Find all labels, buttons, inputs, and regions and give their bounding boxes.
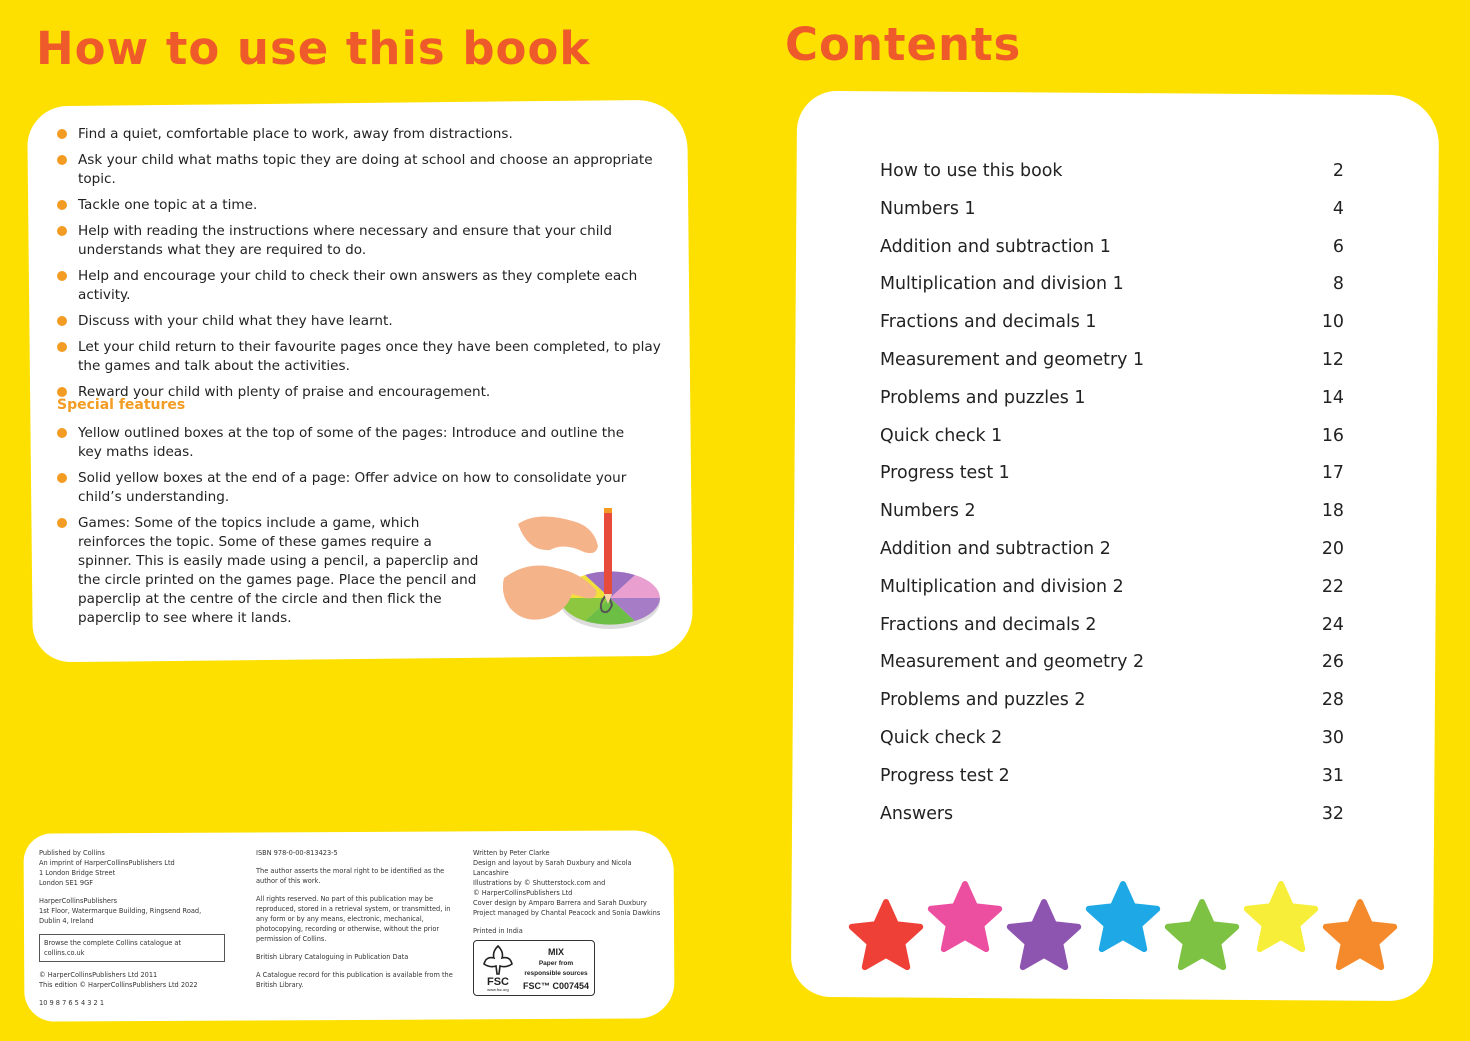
catalogue-record-text: A Catalogue record for this publication is available from the British Library. bbox=[256, 971, 453, 989]
list-item bbox=[30, 338, 670, 376]
imprint-credits-column bbox=[473, 848, 668, 944]
contents-entry-title: Addition and subtraction 1 bbox=[880, 236, 1111, 257]
moral-right-text: The author asserts the moral right to be identified as the author of this work. bbox=[256, 867, 445, 885]
contents-entry-title: Problems and puzzles 1 bbox=[880, 387, 1086, 408]
contents-entry bbox=[880, 161, 1344, 199]
printed-in: Printed in India bbox=[473, 927, 523, 935]
contents-entry bbox=[880, 577, 1344, 615]
imprint-line: An imprint of HarperCollinsPublishers Ltd bbox=[39, 859, 175, 867]
contents-entry-page: 6 bbox=[1332, 236, 1344, 257]
star-icon bbox=[1010, 902, 1078, 967]
contents-entry-title: Measurement and geometry 2 bbox=[880, 652, 1145, 673]
imprint-line: London SE1 9GF bbox=[39, 879, 94, 887]
special-features-heading: Special features bbox=[57, 397, 186, 413]
list-item-text: Reward your child with plenty of praise and encouragement. bbox=[78, 384, 491, 400]
imprint-rights-column bbox=[256, 848, 461, 998]
list-item-text: Help with reading the instructions where necessary and ensure that your child understands what they are required to do. bbox=[78, 223, 612, 258]
contents-entry bbox=[880, 766, 1344, 804]
bullet-dot-icon bbox=[57, 316, 67, 326]
isbn: ISBN 978-0-00-813423-5 bbox=[256, 849, 338, 857]
contents-entry bbox=[880, 388, 1344, 426]
cataloguing-text: British Library Cataloguing in Publication Data bbox=[256, 953, 409, 961]
bullet-dot-icon bbox=[57, 129, 67, 139]
rights-text: All rights reserved. No part of this publication may be reproduced, stored in a retrieval system, or transmitted, in any form or by any means, electronic, mechanical, photocopying, recording or otherwise, without the prior permission of Collins. bbox=[256, 895, 451, 943]
bullet-dot-icon bbox=[57, 155, 67, 165]
imprint-line: 10 9 8 7 6 5 4 3 2 1 bbox=[39, 999, 105, 1007]
star-icon bbox=[1326, 902, 1394, 967]
imprint-publisher bbox=[39, 848, 239, 888]
list-item-text: Yellow outlined boxes at the top of some of the pages: Introduce and outline the key maths ideas. bbox=[78, 425, 625, 460]
star-icon bbox=[1089, 884, 1157, 949]
star-icon bbox=[1247, 884, 1315, 949]
contents-entry-page: 10 bbox=[1321, 312, 1344, 333]
contents-entry-page: 8 bbox=[1332, 274, 1344, 295]
list-item bbox=[30, 196, 670, 215]
bullet-dot-icon bbox=[57, 387, 67, 397]
contents-entry bbox=[880, 199, 1344, 237]
contents-entry bbox=[880, 501, 1344, 539]
imprint-line: Written by Peter Clarke bbox=[473, 849, 550, 857]
contents-entry bbox=[880, 804, 1344, 842]
contents-entry bbox=[880, 463, 1344, 501]
contents-entry bbox=[880, 426, 1344, 464]
imprint-printline bbox=[39, 998, 239, 1008]
fsc-responsible: responsible sources bbox=[524, 970, 588, 977]
list-item-text: Ask your child what maths topic they are doing at school and choose an appropriate topic. bbox=[78, 152, 653, 187]
list-item bbox=[30, 469, 640, 507]
list-item-text: Help and encourage your child to check their own answers as they complete each activity. bbox=[78, 268, 638, 303]
contents-entry bbox=[880, 350, 1344, 388]
contents-entry-title: How to use this book bbox=[880, 161, 1063, 181]
contents-entry-page: 2 bbox=[1332, 161, 1344, 181]
bullet-dot-icon bbox=[57, 428, 67, 438]
contents-entry-title: Multiplication and division 1 bbox=[880, 274, 1124, 295]
list-item bbox=[30, 125, 670, 144]
contents-entry bbox=[880, 615, 1344, 653]
contents-entry-title: Fractions and decimals 1 bbox=[880, 312, 1097, 333]
star-icon bbox=[852, 902, 920, 967]
list-item-text: Games: Some of the topics include a game, which reinforces the topic. Some of these games require a spinner. This is easily made using a pencil, a paperclip and the circle printed on the games page. Place the pencil and paperclip at the centre of the circle and then flick the paperclip to see where it lands. bbox=[78, 515, 479, 626]
imprint-line: © HarperCollinsPublishers Ltd 2011 bbox=[39, 971, 158, 979]
contents-entry-title: Numbers 2 bbox=[880, 501, 976, 522]
contents-entry bbox=[880, 539, 1344, 577]
contents-entry bbox=[880, 652, 1344, 690]
contents-entry-page: 17 bbox=[1321, 463, 1344, 484]
bullet-dot-icon bbox=[57, 342, 67, 352]
contents-entry-title: Addition and subtraction 2 bbox=[880, 538, 1111, 559]
imprint-line: 1 London Bridge Street bbox=[39, 869, 116, 877]
fsc-url-text: www.fsc.org bbox=[487, 987, 509, 992]
fsc-logo-text: FSC bbox=[487, 976, 509, 988]
how-to-use-list bbox=[30, 125, 670, 409]
contents-entry-title: Quick check 2 bbox=[880, 727, 1003, 748]
list-item bbox=[30, 267, 670, 305]
list-item bbox=[30, 424, 640, 462]
imprint-copyright bbox=[39, 970, 239, 990]
contents-entry bbox=[880, 728, 1344, 766]
contents-entry bbox=[880, 237, 1344, 275]
fsc-mix-label bbox=[522, 947, 590, 977]
imprint-line: This edition © HarperCollinsPublishers Ltd 2022 bbox=[39, 981, 198, 989]
contents-entry-title: Answers bbox=[880, 803, 954, 824]
star-icon bbox=[931, 884, 999, 949]
contents-entry-title: Fractions and decimals 2 bbox=[880, 614, 1097, 635]
contents-list bbox=[880, 161, 1344, 841]
bullet-dot-icon bbox=[57, 473, 67, 483]
imprint-line: 1st Floor, Watermarque Building, Ringsend Road, bbox=[39, 907, 202, 915]
how-to-use-title: How to use this book bbox=[36, 22, 591, 75]
bullet-dot-icon bbox=[57, 226, 67, 236]
contents-entry bbox=[880, 312, 1344, 350]
list-item bbox=[30, 222, 670, 260]
imprint-line: Project managed by Chantal Peacock and Sonia Dawkins bbox=[473, 909, 661, 917]
bullet-dot-icon bbox=[57, 200, 67, 210]
contents-entry-title: Problems and puzzles 2 bbox=[880, 690, 1086, 711]
spinner-hand-illustration bbox=[498, 506, 668, 636]
contents-entry-page: 14 bbox=[1321, 387, 1344, 408]
imprint-credits bbox=[473, 848, 668, 918]
contents-entry-page: 26 bbox=[1321, 652, 1344, 673]
imprint-dublin bbox=[39, 896, 239, 926]
list-item bbox=[30, 312, 670, 331]
contents-entry-page: 32 bbox=[1321, 803, 1344, 824]
list-item-text: Solid yellow boxes at the end of a page: Offer advice on how to consolidate your child’s understanding. bbox=[78, 470, 627, 505]
imprint-line: HarperCollinsPublishers bbox=[39, 897, 118, 905]
list-item-text: Tackle one topic at a time. bbox=[78, 197, 258, 213]
list-item bbox=[30, 514, 482, 628]
imprint-line: Illustrations by © Shutterstock.com and bbox=[473, 879, 606, 887]
contents-entry-title: Numbers 1 bbox=[880, 198, 976, 219]
bullet-dot-icon bbox=[57, 518, 67, 528]
contents-entry-page: 20 bbox=[1321, 538, 1344, 559]
contents-entry-page: 24 bbox=[1321, 614, 1344, 635]
contents-entry-title: Progress test 2 bbox=[880, 765, 1010, 786]
list-item-text: Discuss with your child what they have learnt. bbox=[78, 313, 393, 329]
contents-entry-page: 18 bbox=[1321, 501, 1344, 522]
list-item-text: Find a quiet, comfortable place to work, away from distractions. bbox=[78, 126, 513, 142]
contents-entry bbox=[880, 274, 1344, 312]
fsc-paper: Paper from bbox=[538, 960, 574, 967]
list-item bbox=[30, 151, 670, 189]
fsc-tree-icon bbox=[478, 944, 518, 992]
contents-entry-page: 28 bbox=[1321, 690, 1344, 711]
contents-entry-page: 12 bbox=[1321, 349, 1344, 370]
fsc-mix: MIX bbox=[547, 947, 564, 957]
imprint-line: Browse the complete Collins catalogue at collins.co.uk bbox=[44, 939, 182, 957]
contents-entry-page: 22 bbox=[1321, 576, 1344, 597]
imprint-line: Dublin 4, Ireland bbox=[39, 917, 94, 925]
imprint-line: © HarperCollinsPublishers Ltd bbox=[473, 889, 573, 897]
imprint-line: Published by Collins bbox=[39, 849, 105, 857]
catalogue-link-box bbox=[39, 934, 225, 962]
contents-entry-page: 30 bbox=[1321, 727, 1344, 748]
stars-decoration bbox=[848, 880, 1398, 980]
imprint-publisher-column bbox=[39, 848, 239, 1016]
bullet-dot-icon bbox=[57, 271, 67, 281]
list-item-text: Let your child return to their favourite pages once they have been completed, to play the games and talk about the activities. bbox=[78, 339, 661, 374]
imprint-line: Design and layout by Sarah Duxbury and Nicola Lancashire bbox=[473, 859, 632, 877]
contents-title: Contents bbox=[785, 18, 1022, 71]
fsc-code: FSC™ C007454 bbox=[522, 981, 590, 991]
contents-entry-page: 4 bbox=[1332, 198, 1344, 219]
imprint-line: Cover design by Amparo Barrera and Sarah Duxbury bbox=[473, 899, 647, 907]
star-icon bbox=[1168, 902, 1236, 967]
contents-entry-page: 31 bbox=[1321, 765, 1344, 786]
contents-entry bbox=[880, 690, 1344, 728]
contents-entry-title: Quick check 1 bbox=[880, 425, 1003, 446]
contents-entry-title: Measurement and geometry 1 bbox=[880, 349, 1145, 370]
fsc-logo bbox=[473, 940, 595, 996]
contents-entry-title: Multiplication and division 2 bbox=[880, 576, 1124, 597]
contents-entry-page: 16 bbox=[1321, 425, 1344, 446]
contents-entry-title: Progress test 1 bbox=[880, 463, 1010, 484]
